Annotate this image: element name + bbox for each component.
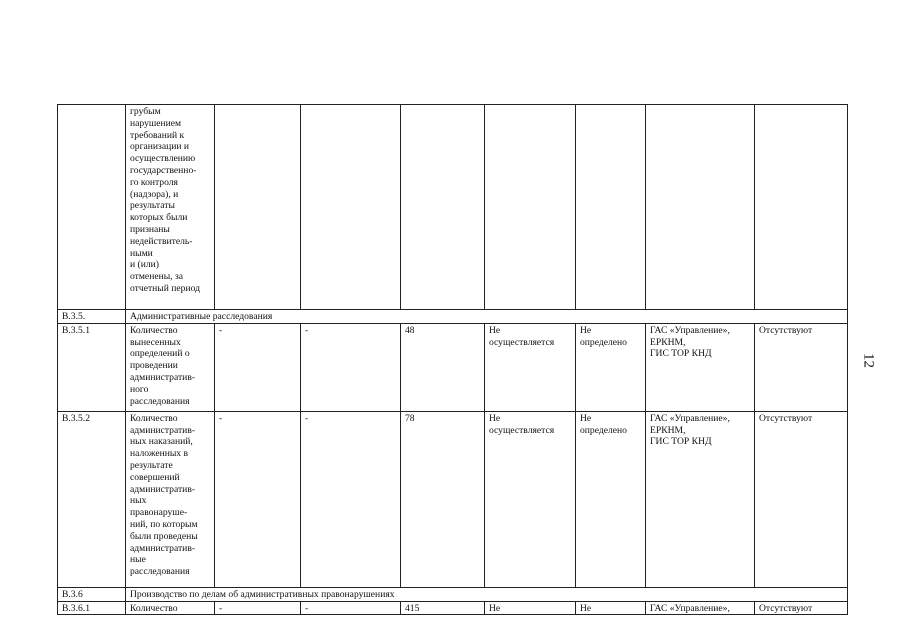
cell-col6: Не: [485, 601, 576, 615]
cell-code: [58, 105, 126, 310]
table-row: [58, 323, 848, 411]
section-row: [58, 587, 848, 601]
cell-col4: -: [301, 601, 401, 615]
section-title: Административные расследования: [126, 310, 848, 324]
cell-notes: [755, 105, 848, 310]
cell-code: В.3.6.1: [58, 601, 126, 615]
cell-code: В.3.5.1: [58, 323, 126, 411]
cell-indicator-name: Количество: [126, 601, 215, 615]
cell-sources: ГАС «Управление», ЕРКНМ, ГИС ТОР КНД: [646, 323, 755, 411]
cell-indicator-name: Количество административ- ных наказаний, наложенных в результате совершений административ- ных правонаруше- ний, по которым были проведены административ- ные расследования: [126, 411, 215, 587]
cell-notes: Отсутствуют: [755, 411, 848, 587]
cell-col6: Не осуществляется: [485, 411, 576, 587]
cell-col6: [485, 105, 576, 310]
cell-value: 48: [401, 323, 485, 411]
cell-value: 78: [401, 411, 485, 587]
cell-col3: -: [215, 323, 301, 411]
cell-col7: [576, 105, 646, 310]
cell-value: [401, 105, 485, 310]
cell-col7: Не определено: [576, 323, 646, 411]
cell-col3: -: [215, 411, 301, 587]
cell-col4: -: [301, 323, 401, 411]
page-number: 12: [860, 353, 877, 368]
section-code: В.3.6: [58, 587, 126, 601]
cell-col4: [301, 105, 401, 310]
cell-indicator-name: грубым нарушением требований к организации и осуществлению государственно- го контроля (надзора), и результаты которых были признаны недействитель- ными и (или) отменены, за отчетный период: [126, 105, 215, 310]
cell-sources: ГАС «Управление», ЕРКНМ, ГИС ТОР КНД: [646, 411, 755, 587]
indicators-table: [57, 104, 848, 615]
cell-sources: [646, 105, 755, 310]
section-code: В.3.5.: [58, 310, 126, 324]
section-row: [58, 310, 848, 324]
cell-notes: Отсутствуют: [755, 601, 848, 615]
cell-col3: -: [215, 601, 301, 615]
table-row: [58, 105, 848, 310]
cell-col4: -: [301, 411, 401, 587]
cell-indicator-name: Количество вынесенных определений о проведении административ- ного расследования: [126, 323, 215, 411]
cell-code: В.3.5.2: [58, 411, 126, 587]
cell-notes: Отсутствуют: [755, 323, 848, 411]
cell-col6: Не осуществляется: [485, 323, 576, 411]
cell-value: 415: [401, 601, 485, 615]
table-row: [58, 601, 848, 615]
cell-col3: [215, 105, 301, 310]
cell-sources: ГАС «Управление»,: [646, 601, 755, 615]
cell-col7: Не: [576, 601, 646, 615]
section-title: Производство по делам об административных правонарушениях: [126, 587, 848, 601]
table-row: [58, 411, 848, 587]
cell-col7: Не определено: [576, 411, 646, 587]
